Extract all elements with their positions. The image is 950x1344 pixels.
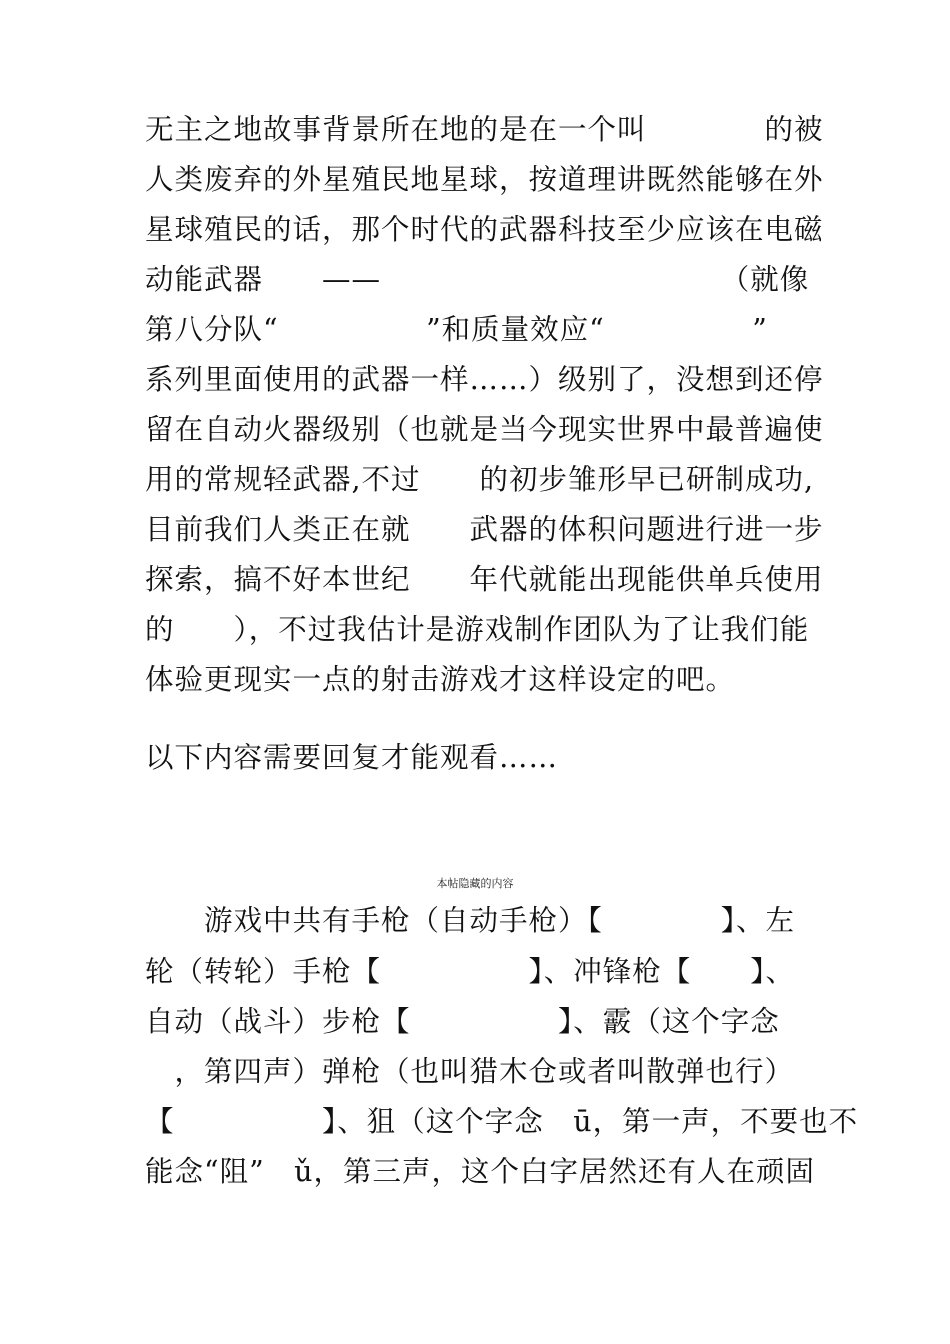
paragraph2-line-6: 能念“阻” ǔ，第三声，这个白字居然还有人在顽固 [145, 1155, 815, 1188]
paragraph1-line-11: 的 ），不过我估计是游戏制作团队为了让我们能 [145, 613, 810, 646]
paragraph1-line-3: 星球殖民的话，那个时代的武器科技至少应该在电磁 [145, 213, 824, 246]
paragraph2-line-5: 【 】、狙（这个字念 ū，第一声，不要也不 [145, 1105, 859, 1138]
paragraph1-line-9: 目前我们人类正在就 武器的体积问题进行进一步 [145, 513, 824, 546]
paragraph2-line-1: 游戏中共有手枪（自动手枪）【 】、左 [145, 904, 796, 937]
paragraph1-line-2: 人类废弃的外星殖民地星球，按道理讲既然能够在外 [145, 163, 824, 196]
paragraph2-line-3: 自动（战斗）步枪【 】、霰（这个字念 [145, 1005, 780, 1038]
paragraph1-line-6: 系列里面使用的武器一样……）级别了，没想到还停 [145, 363, 824, 396]
paragraph1-line-4: 动能武器 —— （就像 [145, 263, 810, 296]
paragraph1-line-7: 留在自动火器级别（也就是当今现实世界中最普遍使 [145, 413, 824, 446]
paragraph1-line-12: 体验更现实一点的射击游戏才这样设定的吧。 [145, 663, 736, 696]
paragraph1-line-8: 用的常规轻武器,不过 的初步雏形早已研制成功, [145, 463, 815, 496]
reply-notice: 以下内容需要回复才能观看…… [145, 741, 559, 774]
hidden-content-caption: 本帖隐藏的内容 [436, 877, 514, 890]
paragraph2-line-4: ，第四声）弹枪（也叫猎木仓或者叫散弹也行） [145, 1055, 795, 1088]
paragraph1-line-1: 无主之地故事背景所在地的是在一个叫 的被 [145, 113, 824, 146]
paragraph2-line-2: 轮（转轮）手枪【 】、冲锋枪【 】、 [145, 955, 796, 988]
paragraph1-line-5: 第八分队“ ”和质量效应“ ” [145, 313, 768, 346]
paragraph1-line-10: 探索，搞不好本世纪 年代就能出现能供单兵使用 [145, 563, 824, 596]
